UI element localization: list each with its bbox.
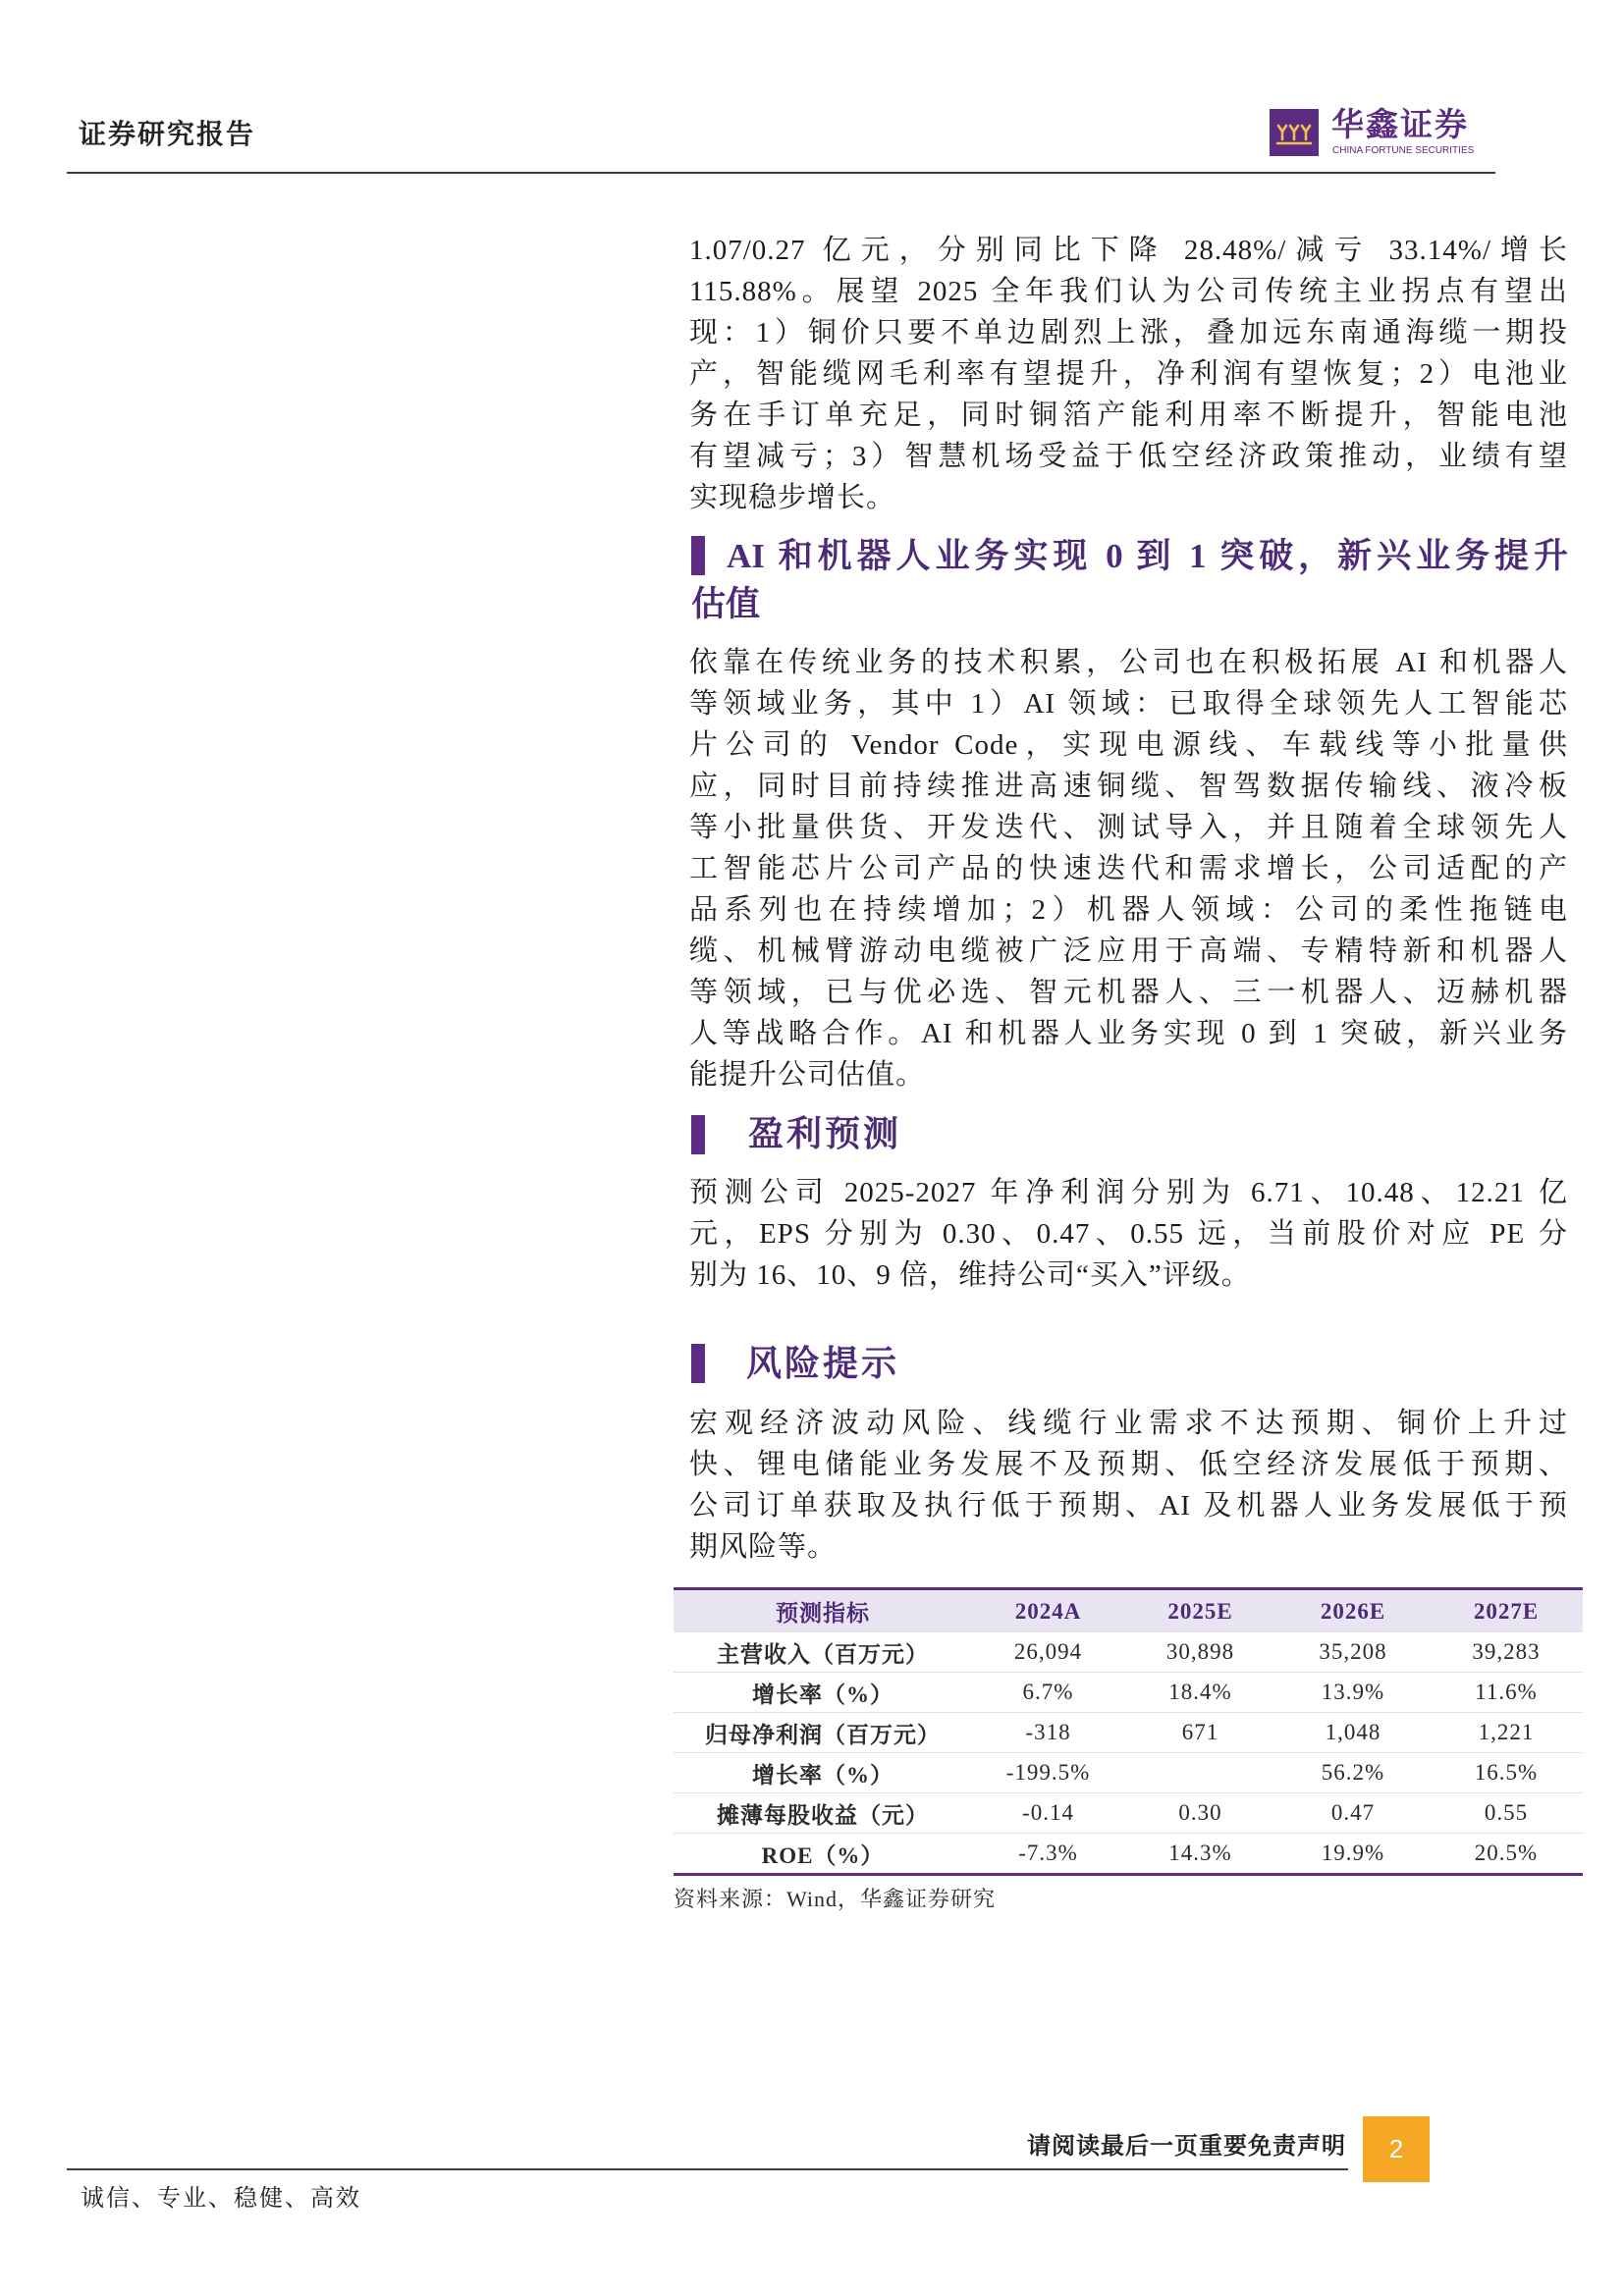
table-cell: 0.30 (1124, 1793, 1276, 1834)
paragraph-line: 快、锂电储能业务发展不及预期、低空经济发展低于预期、 (689, 1449, 1568, 1480)
report-type-title: 证券研究报告 (79, 120, 256, 150)
table-row-label: 归母净利润（百万元） (674, 1713, 972, 1753)
table-cell: 6.7% (972, 1673, 1124, 1713)
table-header-cell: 预测指标 (674, 1589, 972, 1633)
paragraph-line: 依靠在传统业务的技术积累，公司也在积极拓展 AI 和机器人 (689, 647, 1568, 678)
table-cell: -199.5% (972, 1753, 1124, 1793)
paragraph-line: 等领域，已与优必选、智元机器人、三一机器人、迈赫机器 (689, 977, 1568, 1008)
table-cell: 16.5% (1430, 1753, 1583, 1793)
paragraph-line: 务在手订单充足，同时铜箔产能利用率不断提升，智能电池 (689, 400, 1568, 431)
table-cell: 26,094 (972, 1632, 1124, 1673)
paragraph-line: 实现稳步增长。 (689, 482, 896, 513)
body-paragraph-outlook (689, 230, 1568, 518)
paragraph-line: 等领域业务，其中 1）AI 领域：已取得全球领先人工智能芯 (689, 688, 1568, 720)
table-cell: 30,898 (1124, 1632, 1276, 1673)
table-row-label: 主营收入（百万元） (674, 1632, 972, 1673)
paragraph-line: 工智能芯片公司产品的快速迭代和需求增长，公司适配的产 (689, 853, 1568, 884)
china-fortune-logo-icon (1270, 109, 1319, 156)
table-cell: 35,208 (1276, 1632, 1430, 1673)
table-row (674, 1713, 1583, 1753)
paragraph-line: 1.07/0.27 亿元，分别同比下降 28.48%/减亏 33.14%/增长 (689, 235, 1568, 266)
table-cell: 18.4% (1124, 1673, 1276, 1713)
logo-name: 华鑫证券 (1331, 105, 1469, 143)
forecast-table (674, 1587, 1583, 1876)
heading-marker (691, 1115, 705, 1154)
table-row-label: 摊薄每股收益（元） (674, 1793, 972, 1834)
table-header-cell: 2026E (1276, 1589, 1430, 1633)
table-cell: 11.6% (1430, 1673, 1583, 1713)
table-row (674, 1834, 1583, 1875)
table-cell: 14.3% (1124, 1834, 1276, 1875)
body-paragraph-risk-warning (689, 1403, 1568, 1568)
table-header-cell: 2025E (1124, 1589, 1276, 1633)
table-row (674, 1673, 1583, 1713)
heading-marker (691, 536, 705, 575)
paragraph-line: 产，智能缆网毛利率有望提升，净利润有望恢复；2）电池业 (689, 358, 1568, 390)
paragraph-line: 期风险等。 (689, 1531, 838, 1563)
table-cell (1124, 1753, 1276, 1793)
paragraph-line: 现：1）铜价只要不单边剧烈上涨，叠加远东南通海缆一期投 (689, 317, 1568, 348)
paragraph-line: 别为 16、10、9 倍，维持公司“买入”评级。 (689, 1259, 1251, 1291)
table-cell: 1,048 (1276, 1713, 1430, 1753)
paragraph-line: 有望减亏；3）智慧机场受益于低空经济政策推动，业绩有望 (689, 441, 1568, 472)
heading-marker (691, 1344, 705, 1383)
table-row-label: ROE（%） (674, 1834, 972, 1875)
table-cell: -7.3% (972, 1834, 1124, 1875)
paragraph-line: 等小批量供货、开发迭代、测试导入，并且随着全球领先人 (689, 812, 1568, 843)
table-source-note: 资料来源：Wind，华鑫证券研究 (674, 1887, 996, 1911)
paragraph-line: 115.88%。展望 2025 全年我们认为公司传统主业拐点有望出 (689, 276, 1568, 307)
paragraph-line: 公司订单获取及执行低于预期、AI 及机器人业务发展低于预 (689, 1490, 1568, 1522)
body-paragraph-ai-robotics (689, 642, 1568, 1095)
table-header-row (674, 1589, 1583, 1633)
paragraph-line: 缆、机械臂游动电缆被广泛应用于高端、专精特新和机器人 (689, 935, 1568, 967)
table-cell: 0.55 (1430, 1793, 1583, 1834)
footer-rule (67, 2168, 1348, 2170)
table-cell: 0.47 (1276, 1793, 1430, 1834)
page-number-badge: 2 (1363, 2116, 1430, 2182)
section-heading-earnings-forecast: 盈利预测 (748, 1114, 902, 1153)
footer-disclaimer: 请阅读最后一页重要免责声明 (1027, 2134, 1346, 2160)
table-cell: 56.2% (1276, 1753, 1430, 1793)
logo-subtitle: CHINA FORTUNE SECURITIES (1332, 145, 1475, 156)
section-heading-ai-robotics: AI 和机器人业务实现 0 到 1 突破，新兴业务提升 (727, 537, 1568, 575)
table-cell: 1,221 (1430, 1713, 1583, 1753)
table-cell: -318 (972, 1713, 1124, 1753)
paragraph-line: 能提升公司估值。 (689, 1059, 926, 1091)
paragraph-line: 人等战略合作。AI 和机器人业务实现 0 到 1 突破，新兴业务 (689, 1018, 1568, 1049)
section-heading-ai-robotics-cont: 估值 (691, 585, 761, 623)
paragraph-line: 宏观经济波动风险、线缆行业需求不达预期、铜价上升过 (689, 1408, 1568, 1439)
paragraph-line: 元，EPS 分别为 0.30、0.47、0.55 远，当前股价对应 PE 分 (689, 1218, 1568, 1250)
section-heading-risk-warning: 风险提示 (746, 1344, 900, 1383)
paragraph-line: 预测公司 2025-2027 年净利润分别为 6.71、10.48、12.21 亿 (689, 1177, 1568, 1208)
table-row (674, 1632, 1583, 1673)
table-row (674, 1753, 1583, 1793)
table-cell: 20.5% (1430, 1834, 1583, 1875)
paragraph-line: 应，同时目前持续推进高速铜缆、智驾数据传输线、液冷板 (689, 771, 1568, 802)
paragraph-line: 片公司的 Vendor Code，实现电源线、车载线等小批量供 (689, 729, 1568, 761)
table-cell: 671 (1124, 1713, 1276, 1753)
table-cell: -0.14 (972, 1793, 1124, 1834)
table-row-label: 增长率（%） (674, 1673, 972, 1713)
table-header-cell: 2027E (1430, 1589, 1583, 1633)
body-paragraph-earnings-forecast (689, 1172, 1568, 1296)
table-cell: 13.9% (1276, 1673, 1430, 1713)
table-cell: 19.9% (1276, 1834, 1430, 1875)
table-header-cell: 2024A (972, 1589, 1124, 1633)
paragraph-line: 品系列也在持续增加；2）机器人领域：公司的柔性拖链电 (689, 894, 1568, 926)
table-cell: 39,283 (1430, 1632, 1583, 1673)
table-row-label: 增长率（%） (674, 1753, 972, 1793)
footer-motto: 诚信、专业、稳健、高效 (81, 2186, 361, 2212)
table-row (674, 1793, 1583, 1834)
header-rule (67, 172, 1495, 174)
